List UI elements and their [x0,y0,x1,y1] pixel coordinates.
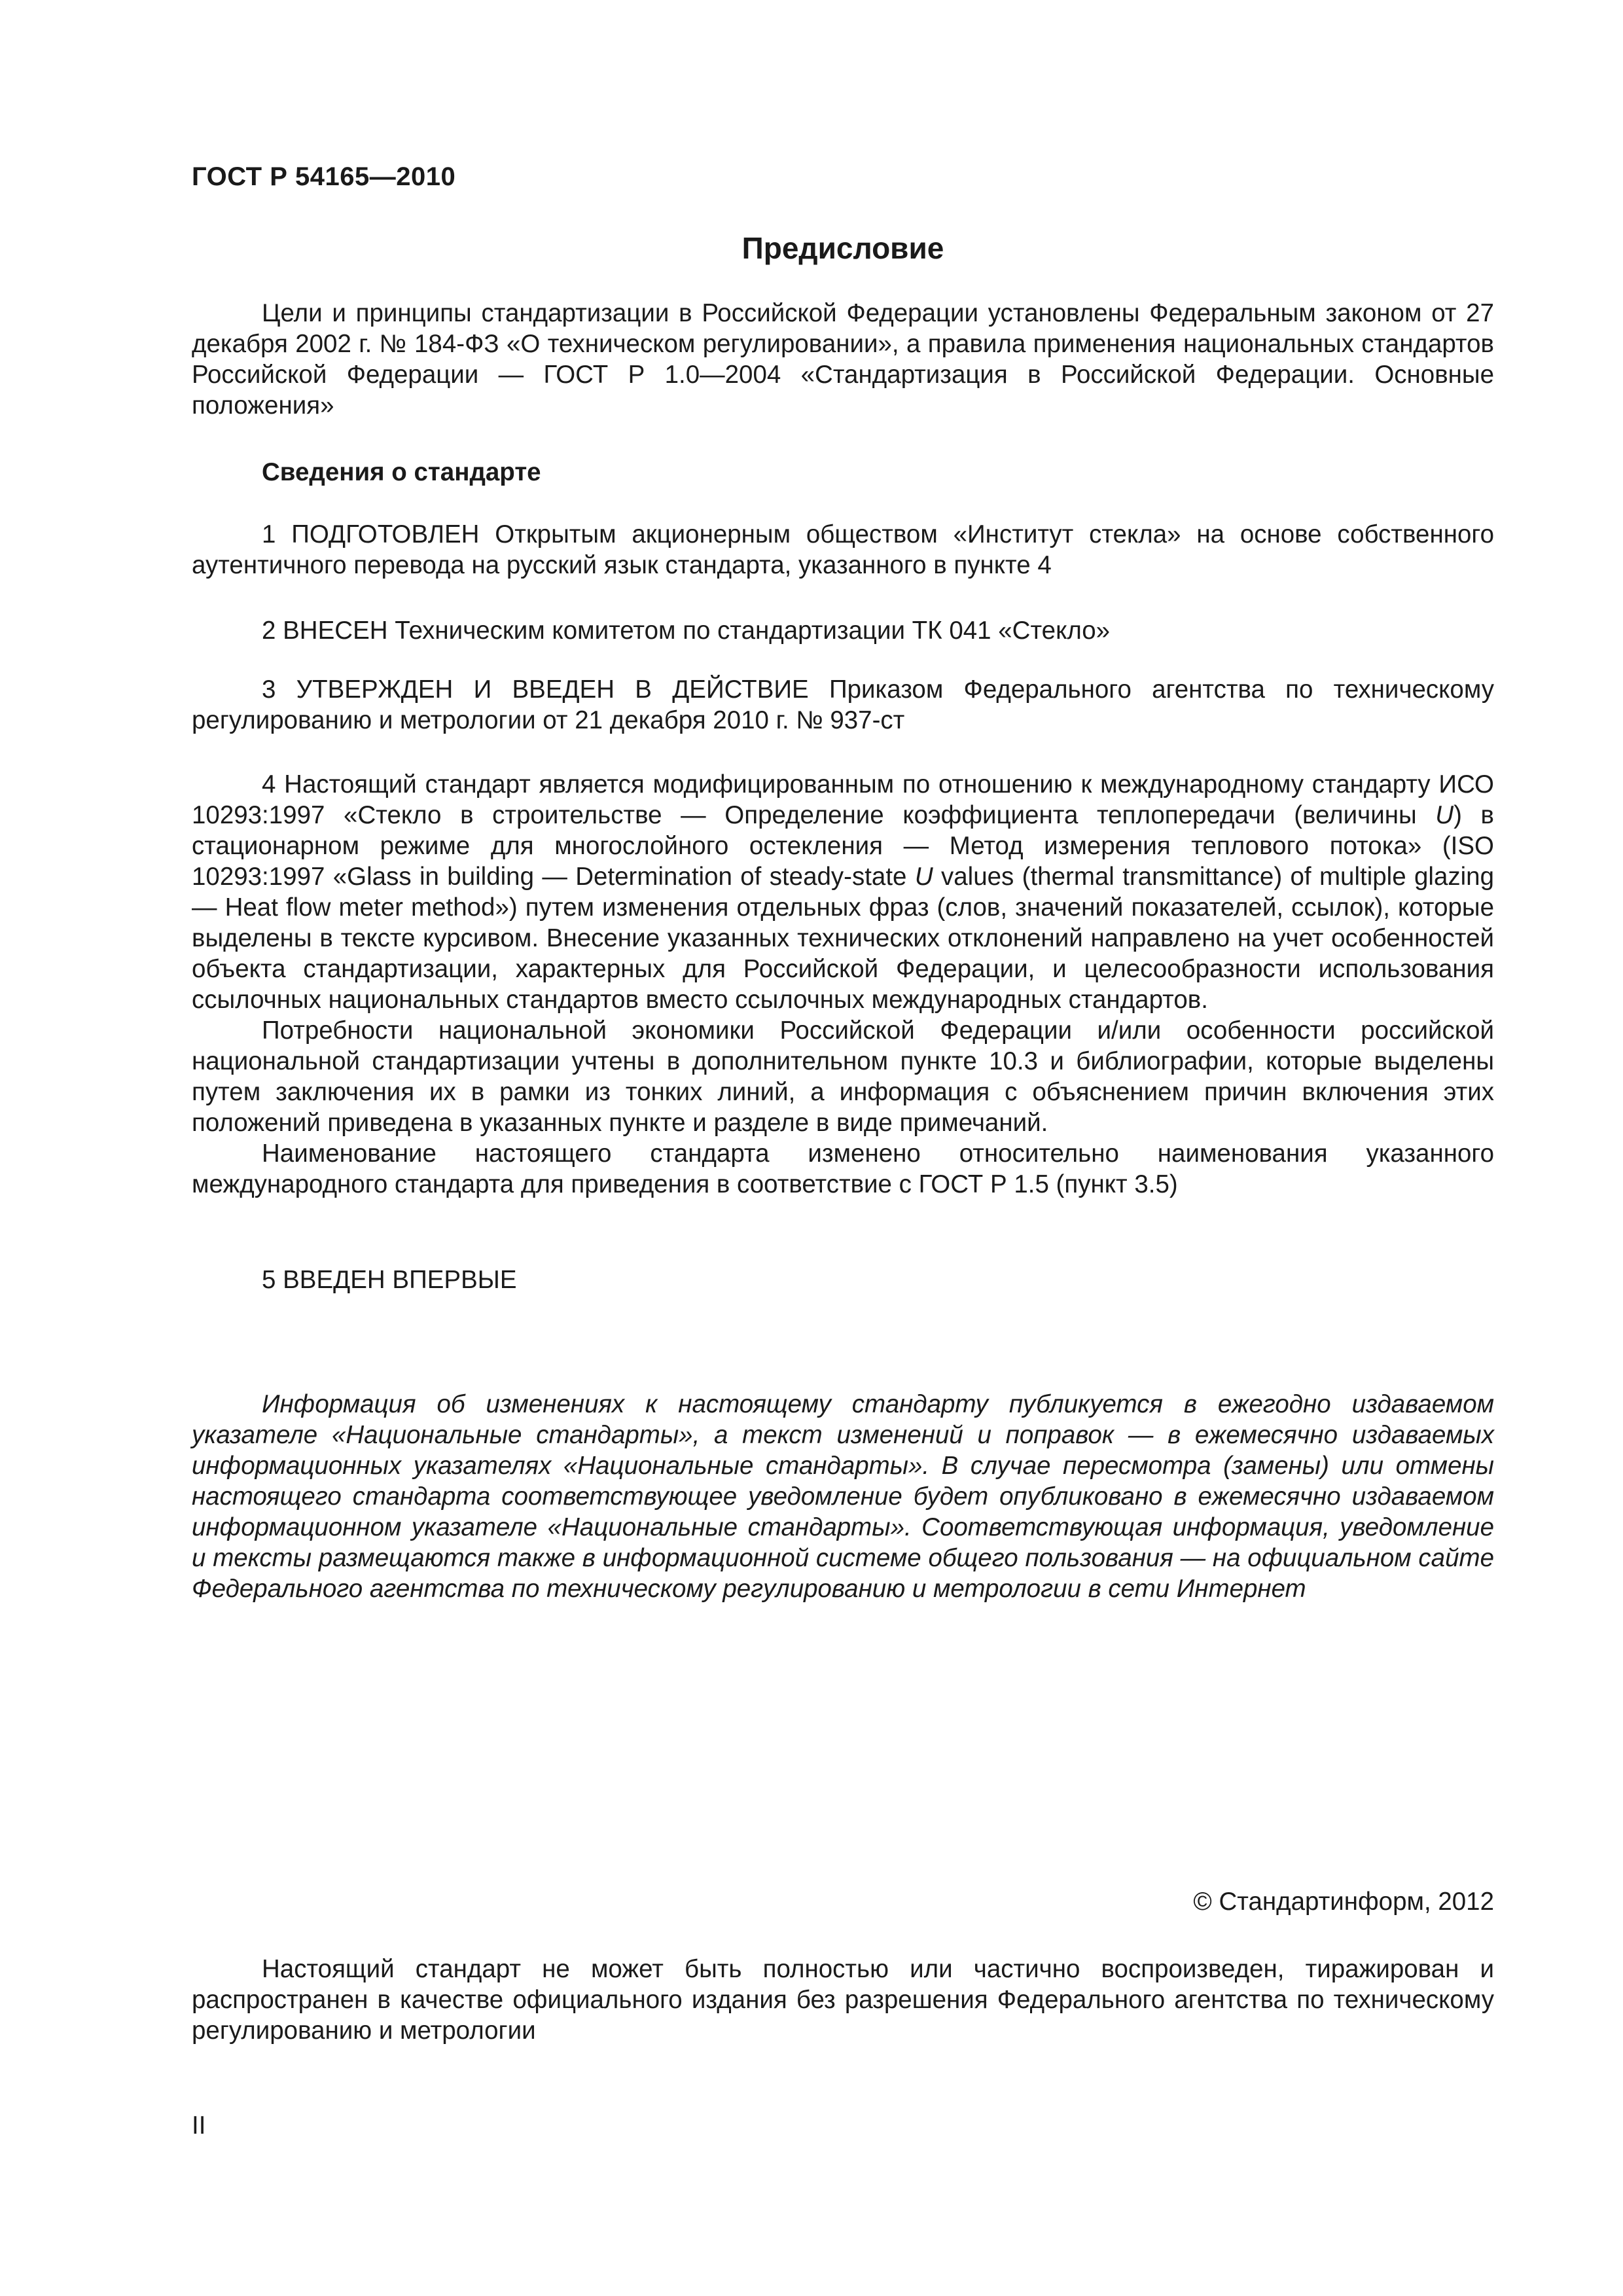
item-4-paragraph-3: Наименование настоящего стандарта изменено относительно наименования указанного международного стандарта для приведения в соответствие с ГОСТ Р 1.5 (пункт 3.5) [192,1139,1494,1198]
standard-info-heading: Сведения о стандарте [262,458,541,486]
item-2-text: 2 ВНЕСЕН Техническим комитетом по стандартизации ТК 041 «Стекло» [262,617,1111,645]
reproduction-notice [192,1954,1494,2046]
intro-paragraph: Цели и принципы стандартизации в Российской Федерации установлены Федеральным законом от 27 декабря 2002 г. № 184-ФЗ «О техническом регулировании», а правила применения национальных стандартов Российской Федерации — ГОСТ Р 1.0—2004 «Стандартизация в Российской Федерации. Основные положения» [192,299,1494,420]
document-number: ГОСТ Р 54165—2010 [192,162,456,191]
item-4-part-b: ) в стационарном режиме для многослойного остекления — Метод измерения теплового потока» (ISO 10293:1997 «Glass in building — Determination of steady-state [192,801,1494,891]
item-1-text: 1 ПОДГОТОВЛЕН Открытым акционерным обществом «Институт стекла» на основе собственного аутентичного перевода на русский язык стандарта, указанного в пункте 4 [192,520,1494,579]
reproduction-notice-text: Настоящий стандарт не может быть полностью или частично воспроизведен, тиражирован и распространен в качестве официального издания без разрешения Федерального агентства по техническому регулированию и метрологии [192,1955,1494,2045]
item-4-paragraph-2: Потребности национальной экономики Российской Федерации и/или особенности российской национальной стандартизации учтены в дополнительном пункте 10.3 и библиографии, которые выделены путем заключения их в рамки из тонких линий, а информация с объяснением причин включения этих положений приведена в указанных пункте и разделе в виде примечаний. [192,1016,1494,1137]
item-5-text: 5 ВВЕДЕН ВПЕРВЫЕ [262,1266,517,1294]
item-3 [192,674,1494,736]
item-4-u-symbol-1: U [1435,801,1454,829]
page-title: Предисловие [741,231,944,265]
item-5 [192,1265,1494,1295]
item-4-part-a: 4 Настоящий стандарт является модифицированным по отношению к международному стандарту ИСО 10293:1997 «Стекло в строительстве — Определение коэффициента теплопередачи (величины [192,770,1494,829]
page-number: II [192,2111,206,2140]
item-4-paragraph-1 [192,769,1494,1015]
changes-notice-text: Информация об изменениях к настоящему стандарту публикуется в ежегодно издаваемом указателе «Национальные стандарты», а текст изменений и поправок — в ежемесячно издаваемых информационных указателях «Национальные стандарты». В случае пересмотра (замены) или отмены настоящего стандарта соответствующее уведомление будет опубликовано в ежемесячно издаваемом информационном указателе «Национальные стандарты». Соответствующая информация, уведомление и тексты размещаются также в информационной системе общего пользования — на официальном сайте Федерального агентства по техническому регулированию и метрологии в сети Интернет [192,1390,1494,1603]
item-3-text: 3 УТВЕРЖДЕН И ВВЕДЕН В ДЕЙСТВИЕ Приказом Федерального агентства по техническому регулированию и метрологии от 21 декабря 2010 г. № 937-ст [192,675,1494,734]
item-4 [192,769,1494,1200]
item-2 [192,615,1494,646]
changes-notice [192,1389,1494,1604]
item-4-part-c: values (thermal transmittance) of multiple glazing — Heat flow meter method») путем изменения отдельных фраз (слов, значений показателей, ссылок), которые выделены в тексте курсивом. Внесение указанных технических отклонений направлено на учет особенностей объекта стандартизации, характерных для Российской Федерации, и целесообразности использования ссылочных национальных стандартов вместо ссылочных международных стандартов. [192,863,1495,1014]
item-4-u-symbol-2: U [914,863,933,891]
intro-section [192,298,1494,421]
copyright-line: © Стандартинформ, 2012 [1193,1888,1494,1916]
item-1 [192,519,1494,581]
